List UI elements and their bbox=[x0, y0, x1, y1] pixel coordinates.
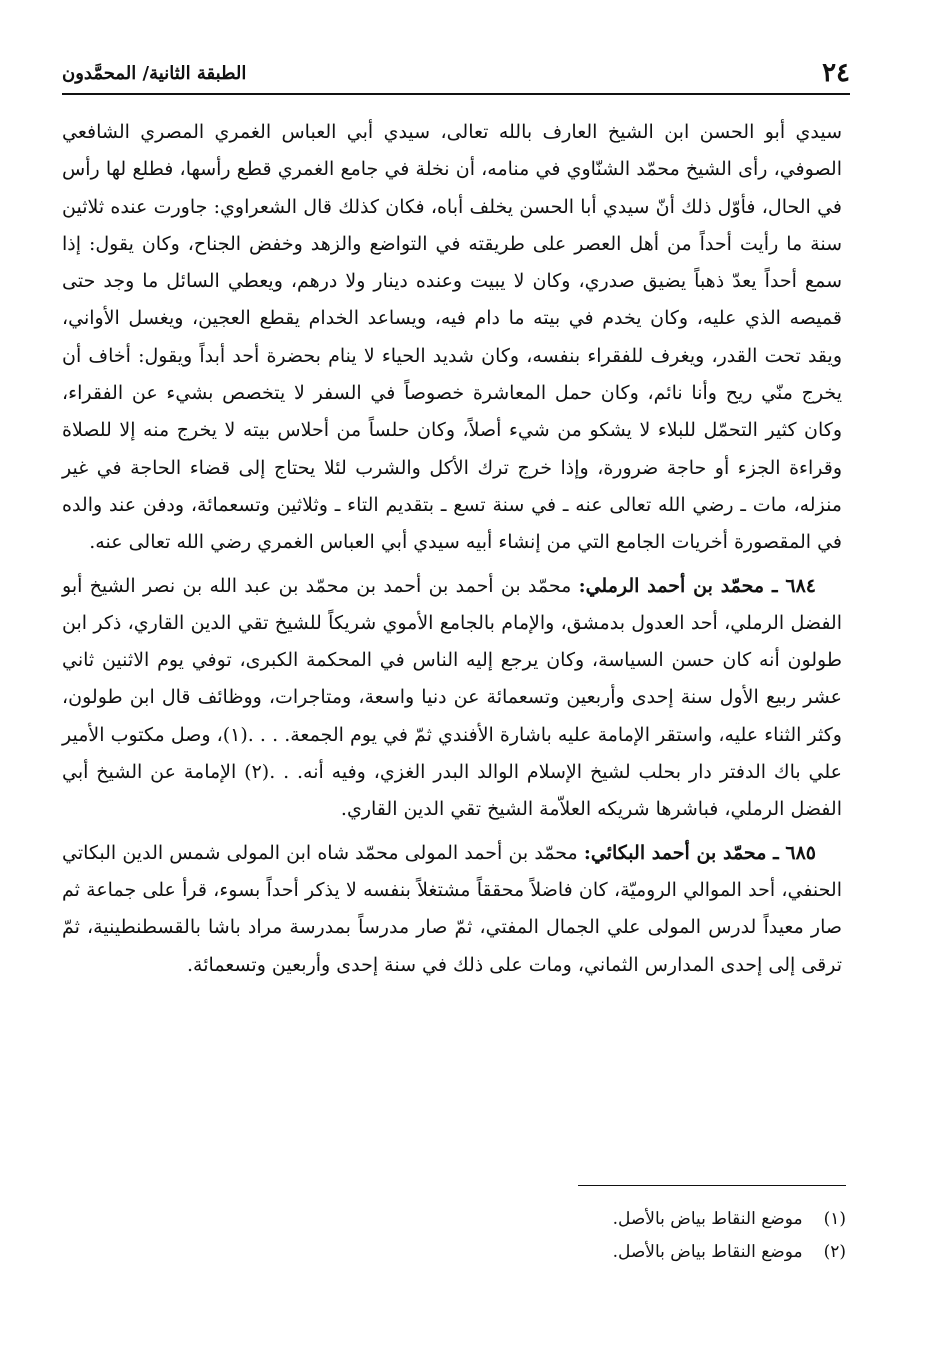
footnotes bbox=[480, 1203, 846, 1269]
header-rule bbox=[62, 93, 850, 95]
entry-684 bbox=[62, 568, 842, 829]
entry-text: محمّد بن أحمد بن أحمد بن محمّد بن عبد الله بن نصر الشيخ أبو الفضل الرملي، أحد العدول بدمشق، والإمام بالجامع الأموي شريكاً للشيخ تقي الدين القاري، ذكر ابن طولون أنه كان حسن السياسة، وكان يرجع إليه الناس في المحكمة الكبرى، توفي يوم الاثنين ثاني عشر ربيع الأول سنة إحدى وأربعين وتسعمائة عن دنيا واسعة، ومتاجرات، ووظائف قال ابن طولون، وكثر الثناء عليه، واستقر الإمامة عليه باشارة الأفندي ثمّ في يوم الجمعة. . . .(١)، وصل مكتوب الأمير علي باك الدفتر دار بحلب لشيخ الإسلام الوالد البدر الغزي، وفيه أنه. . .(٢) الإمامة عن الشيخ أبي الفضل الرملي، فباشرها شريكه العلاّمة الشيخ تقي الدين القاري. bbox=[62, 574, 842, 821]
entry-685 bbox=[62, 835, 842, 984]
paragraph-continuation bbox=[62, 114, 842, 562]
footnote-number: (١) bbox=[823, 1209, 846, 1229]
running-title: الطبقة الثانية/ المحمَّدون bbox=[62, 63, 247, 84]
entry-heading: ٦٨٤ ـ محمّد بن أحمد الرملي: bbox=[578, 574, 816, 597]
footnote-text: موضع النقاط بياض بالأصل. bbox=[612, 1242, 803, 1262]
main-text bbox=[62, 114, 842, 984]
footnote-1 bbox=[480, 1203, 846, 1236]
page-number: ٢٤ bbox=[822, 58, 850, 88]
paragraph-text: سيدي أبو الحسن ابن الشيخ العارف بالله تعالى، سيدي أبي العباس الغمري المصري الشافعي الصوفي، رأى الشيخ محمّد الشنّاوي في منامه، أن نخلة في جامع الغمري قطع رأسها، فطلع لها رأس في الحال، فأوّل ذلك أنّ سيدي أبا الحسن يخلف أباه، فكان كذلك قال الشعراوي: جاورت عنده ثلاثين سنة ما رأيت أحداً من أهل العصر على طريقته في التواضع والزهد وخفض الجناح، وكان يقول: إذا سمع أحداً يعدّ ذهباً يضيق صدري، وكان لا يبيت وعنده دينار ولا درهم، ويعطي السائل ما وجد حتى قميصه الذي عليه، وكان يخدم في بيته ما دام فيه، ويساعد الخدام يقطع العجين، ويغسل الأواني، ويقد تحت القدر، ويغرف للفقراء بنفسه، وكان شديد الحياء لا ينام بحضرة أحد أبداً ويقول: أخاف أن يخرج منّي ريح وأنا نائم، وكان حمل المعاشرة خصوصاً في السفر لا يتخصص بشيء عن الفقراء، وكان كثير التحمّل للبلاء لا يشكو من شيء أصلاً، وكان حلساً من أحلاس بيته لا يخرج منه إلا للصلاة وقراءة الجزء أو حاجة ضرورة، وإذا خرج ترك الأكل والشرب لئلا يحتاج إلى قضاء الحاجة في غير منزله، مات ـ رضي الله تعالى عنه ـ في سنة تسع ـ بتقديم التاء ـ وثلاثين وتسعمائة، ودفن عند والده في المقصورة أخريات الجامع التي من إنشاء أبيه سيدي أبي العباس الغمري رضي الله تعالى عنه. bbox=[62, 121, 842, 554]
entry-text: محمّد بن أحمد المولى محمّد شاه ابن المولى شمس الدين البكاتي الحنفي، أحد الموالي الروميّة، كان فاضلاً محققاً مشتغلاً بنفسه لا يذكر أحداً بسوء، قرأ على جماعة ثم صار معيداً لدرس المولى علي الجمال المفتي، ثمّ صار مدرساً بمدرسة مراد باشا بالقسطنطينية، ثمّ ترقى إلى إحدى المدارس الثماني، ومات على ذلك في سنة إحدى وأربعين وتسعمائة. bbox=[62, 841, 842, 976]
page-header bbox=[62, 58, 850, 88]
entry-heading: ٦٨٥ ـ محمّد بن أحمد البكائي: bbox=[583, 841, 816, 864]
footnote-number: (٢) bbox=[823, 1242, 846, 1262]
footnote-rule bbox=[578, 1185, 846, 1186]
footnote-text: موضع النقاط بياض بالأصل. bbox=[612, 1209, 803, 1229]
footnote-2 bbox=[480, 1236, 846, 1269]
